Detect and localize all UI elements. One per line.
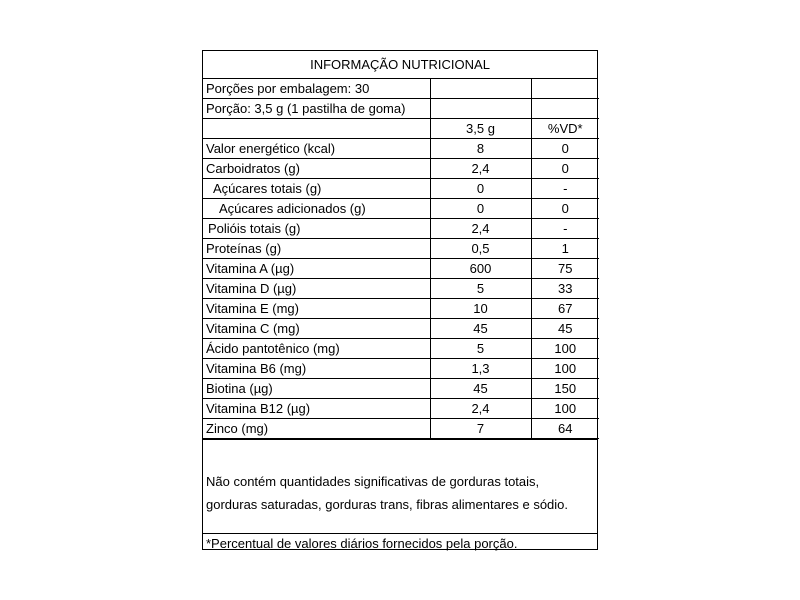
nutrient-name: Vitamina C (mg) — [203, 319, 430, 339]
nutrient-daily-value: 64 — [531, 419, 599, 439]
nutrient-daily-value: 0 — [531, 139, 599, 159]
nutrition-table — [203, 79, 599, 439]
nutrient-daily-value: 1 — [531, 239, 599, 259]
table-row — [203, 199, 599, 219]
column-header-row — [203, 119, 599, 139]
empty-cell — [430, 99, 531, 119]
nutrient-amount: 10 — [430, 299, 531, 319]
disclaimer-note — [203, 439, 597, 533]
serving-size-row — [203, 99, 599, 119]
nutrient-daily-value: 33 — [531, 279, 599, 299]
nutrient-amount: 0 — [430, 199, 531, 219]
table-row — [203, 379, 599, 399]
header-daily-value: %VD* — [531, 119, 599, 139]
nutrient-name: Ácido pantotênico (mg) — [203, 339, 430, 359]
nutrient-amount: 1,3 — [430, 359, 531, 379]
label-title: INFORMAÇÃO NUTRICIONAL — [203, 51, 597, 79]
header-amount: 3,5 g — [430, 119, 531, 139]
table-row — [203, 179, 599, 199]
nutrient-name: Carboidratos (g) — [203, 159, 430, 179]
nutrient-daily-value: 0 — [531, 159, 599, 179]
empty-cell — [531, 79, 599, 99]
nutrient-amount: 5 — [430, 279, 531, 299]
nutrient-name: Açúcares totais (g) — [203, 179, 430, 199]
nutrient-amount: 2,4 — [430, 219, 531, 239]
table-row — [203, 299, 599, 319]
nutrient-name: Proteínas (g) — [203, 239, 430, 259]
nutrient-name: Vitamina B6 (mg) — [203, 359, 430, 379]
nutrient-daily-value: - — [531, 219, 599, 239]
nutrient-daily-value: 100 — [531, 399, 599, 419]
nutrient-amount: 45 — [430, 379, 531, 399]
nutrient-daily-value: - — [531, 179, 599, 199]
nutrient-amount: 0,5 — [430, 239, 531, 259]
table-row — [203, 259, 599, 279]
table-row — [203, 339, 599, 359]
daily-value-footnote: *Percentual de valores diários fornecidos pela porção. — [203, 533, 597, 555]
table-row — [203, 139, 599, 159]
table-row — [203, 419, 599, 439]
empty-cell — [430, 79, 531, 99]
nutrient-daily-value: 75 — [531, 259, 599, 279]
note-line: gorduras saturadas, gorduras trans, fibras alimentares e sódio. — [206, 497, 569, 512]
nutrient-amount: 2,4 — [430, 159, 531, 179]
nutrient-amount: 2,4 — [430, 399, 531, 419]
nutrient-name: Vitamina B12 (µg) — [203, 399, 430, 419]
nutrient-name: Açúcares adicionados (g) — [203, 199, 430, 219]
nutrient-daily-value: 45 — [531, 319, 599, 339]
nutrient-amount: 0 — [430, 179, 531, 199]
serving-size: Porção: 3,5 g (1 pastilha de goma) — [203, 99, 430, 119]
nutrient-name: Biotina (µg) — [203, 379, 430, 399]
nutrient-name: Vitamina E (mg) — [203, 299, 430, 319]
header-label — [203, 119, 430, 139]
nutrient-amount: 600 — [430, 259, 531, 279]
servings-per-package: Porções por embalagem: 30 — [203, 79, 430, 99]
nutrient-amount: 7 — [430, 419, 531, 439]
table-row — [203, 219, 599, 239]
note-line: Não contém quantidades significativas de gorduras totais, — [206, 474, 540, 489]
nutrition-facts-label — [202, 50, 598, 550]
nutrient-daily-value: 0 — [531, 199, 599, 219]
nutrient-name: Polióis totais (g) — [203, 219, 430, 239]
table-row — [203, 319, 599, 339]
table-row — [203, 279, 599, 299]
nutrient-amount: 45 — [430, 319, 531, 339]
table-row — [203, 159, 599, 179]
nutrient-name: Vitamina A (µg) — [203, 259, 430, 279]
table-row — [203, 359, 599, 379]
nutrient-name: Valor energético (kcal) — [203, 139, 430, 159]
nutrient-daily-value: 67 — [531, 299, 599, 319]
nutrient-daily-value: 100 — [531, 359, 599, 379]
empty-cell — [531, 99, 599, 119]
table-row — [203, 399, 599, 419]
nutrient-daily-value: 100 — [531, 339, 599, 359]
nutrient-name: Vitamina D (µg) — [203, 279, 430, 299]
nutrient-amount: 5 — [430, 339, 531, 359]
table-row — [203, 239, 599, 259]
servings-row — [203, 79, 599, 99]
nutrient-amount: 8 — [430, 139, 531, 159]
nutrient-daily-value: 150 — [531, 379, 599, 399]
nutrient-name: Zinco (mg) — [203, 419, 430, 439]
